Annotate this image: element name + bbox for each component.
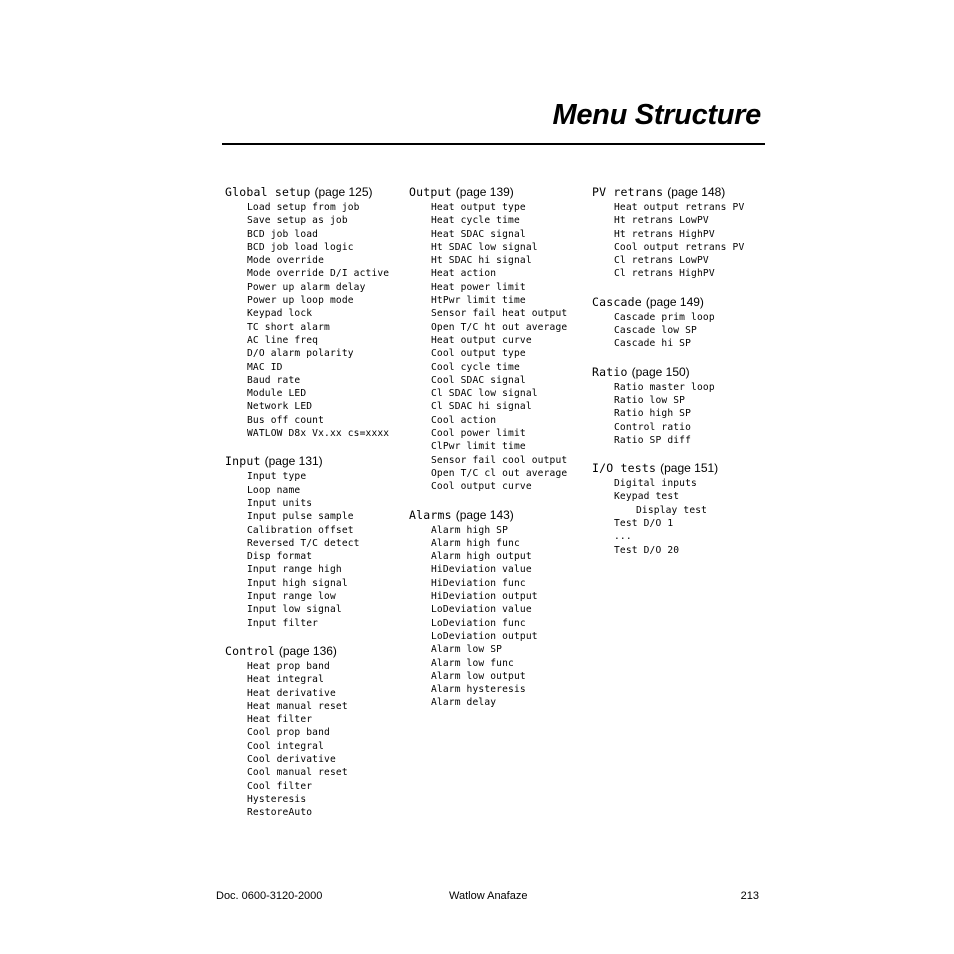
column-1 — [225, 183, 389, 819]
menu-item: Cool SDAC signal — [431, 374, 526, 386]
menu-item: Mode override D/I active — [247, 268, 390, 280]
menu-item: Cool output retrans PV — [614, 241, 745, 253]
menu-item: Cool manual reset — [247, 767, 348, 779]
section-title: Output — [409, 185, 452, 199]
section-page-ref: (page 149) — [645, 294, 704, 309]
menu-item: Power up alarm delay — [247, 281, 366, 293]
menu-item: Keypad test — [614, 491, 680, 503]
section-output — [409, 183, 567, 494]
column-3 — [592, 183, 744, 557]
section-title: I/O tests — [592, 461, 657, 476]
menu-item: Keypad lock — [247, 308, 313, 320]
menu-item: Ratio master loop — [614, 381, 715, 393]
menu-item: Alarm low func — [431, 657, 514, 669]
menu-item: Baud rate — [247, 374, 301, 386]
menu-item: Cool output curve — [431, 481, 532, 493]
menu-item: Cascade low SP — [614, 325, 697, 337]
menu-item: Ratio low SP — [614, 394, 686, 406]
footer-page-number: 213 — [740, 890, 759, 902]
menu-item: BCD job load logic — [247, 241, 354, 253]
menu-item: Input filter — [247, 617, 319, 629]
menu-item: LoDeviation value — [431, 604, 532, 616]
menu-item: ClPwr limit time — [431, 441, 526, 453]
section-page-ref: (page 131) — [264, 454, 323, 469]
menu-item: Cool prop band — [247, 727, 330, 739]
menu-item: Hysteresis — [247, 793, 307, 805]
menu-item: Module LED — [247, 388, 307, 400]
section-page-ref: (page 139) — [455, 185, 514, 199]
menu-item: Ht SDAC hi signal — [431, 255, 532, 267]
menu-item: Heat cycle time — [431, 215, 520, 227]
menu-item: Ht retrans LowPV — [614, 215, 709, 227]
section-title: Control — [225, 643, 275, 658]
menu-item: Alarm hysteresis — [431, 684, 526, 696]
menu-item: Input units — [247, 497, 313, 509]
menu-item: Test D/O 20 — [614, 544, 680, 556]
section-title: Input — [225, 454, 261, 469]
menu-list — [225, 201, 389, 440]
menu-item: Heat SDAC signal — [431, 228, 526, 240]
menu-item: Input high signal — [247, 577, 348, 589]
menu-item: Heat derivative — [247, 687, 336, 699]
title-rule — [222, 143, 765, 145]
menu-item: Heat manual reset — [247, 700, 348, 712]
menu-item: Bus off count — [247, 414, 325, 426]
menu-list — [592, 311, 744, 351]
menu-list — [225, 660, 389, 820]
menu-item: Cascade prim loop — [614, 311, 715, 323]
section-title: Alarms — [409, 507, 452, 522]
menu-item: Ht SDAC low signal — [431, 241, 538, 253]
menu-item: Loop name — [247, 484, 301, 496]
menu-item: HiDeviation value — [431, 564, 532, 576]
menu-item: Heat action — [431, 268, 497, 280]
section-title: Ratio — [592, 364, 628, 379]
menu-item: Save setup as job — [247, 215, 348, 227]
section-title: Global setup — [225, 185, 311, 199]
menu-item: Sensor fail heat output — [431, 308, 568, 320]
menu-item: LoDeviation output — [431, 630, 538, 642]
section-page-ref: (page 143) — [455, 507, 514, 522]
menu-item: Cool derivative — [247, 753, 336, 765]
menu-list — [592, 477, 744, 557]
menu-item: Heat output retrans PV — [614, 202, 745, 213]
menu-item: Input range low — [247, 591, 336, 603]
menu-item: Heat power limit — [431, 281, 526, 293]
footer-publisher: Watlow Anafaze — [449, 890, 528, 902]
menu-item: LoDeviation func — [431, 617, 526, 629]
menu-item: Input range high — [247, 564, 342, 576]
menu-item: RestoreAuto — [247, 807, 313, 819]
section-alarms — [409, 506, 567, 710]
footer-doc-number: Doc. 0600-3120-2000 — [216, 890, 323, 902]
menu-item: TC short alarm — [247, 321, 330, 333]
menu-item: BCD job load — [247, 228, 319, 240]
menu-item: Test D/O 1 — [614, 518, 674, 530]
section-input — [225, 452, 389, 630]
menu-item: Cool output type — [431, 348, 526, 360]
menu-item: Control ratio — [614, 421, 692, 433]
section-title: Cascade — [592, 294, 642, 309]
menu-item: Alarm high func — [431, 537, 520, 549]
menu-list — [409, 201, 567, 494]
section-control — [225, 642, 389, 820]
menu-item: Alarm low output — [431, 670, 526, 682]
menu-item: AC line freq — [247, 334, 319, 346]
menu-item: Digital inputs — [614, 478, 697, 490]
section-cascade — [592, 293, 744, 351]
menu-item: Cl retrans HighPV — [614, 268, 715, 280]
menu-item: HiDeviation func — [431, 577, 526, 589]
menu-item: Heat output curve — [431, 334, 532, 346]
menu-item: HiDeviation output — [431, 591, 538, 603]
menu-item: Alarm high output — [431, 551, 532, 563]
menu-item: Heat output type — [431, 202, 526, 213]
menu-item: Sensor fail cool output — [431, 454, 568, 466]
menu-item: Load setup from job — [247, 202, 360, 213]
menu-item: Power up loop mode — [247, 295, 354, 307]
menu-item: Disp format — [247, 551, 313, 563]
section-title: PV retrans — [592, 185, 664, 199]
menu-item: Cool action — [431, 414, 497, 426]
menu-item: Reversed T/C detect — [247, 537, 360, 549]
menu-item: Cool power limit — [431, 428, 526, 440]
menu-item: Ht retrans HighPV — [614, 228, 715, 240]
menu-list — [592, 201, 744, 281]
column-2 — [409, 183, 567, 710]
section-pv-retrans — [592, 183, 744, 281]
menu-item: Calibration offset — [247, 524, 354, 536]
menu-item-ellipsis: ... — [614, 531, 632, 543]
menu-item: Network LED — [247, 401, 313, 413]
section-page-ref: (page 151) — [660, 461, 719, 476]
menu-item: Alarm low SP — [431, 644, 503, 656]
page-title: Menu Structure — [552, 99, 761, 131]
menu-item: HtPwr limit time — [431, 295, 526, 307]
menu-item: Cool integral — [247, 740, 325, 752]
menu-item: Cool cycle time — [431, 361, 520, 373]
menu-item: Input low signal — [247, 604, 342, 616]
menu-item: Cl retrans LowPV — [614, 255, 709, 267]
menu-item: Alarm delay — [431, 697, 497, 709]
menu-subitem: Display test — [636, 504, 708, 516]
menu-item: Heat integral — [247, 674, 325, 686]
section-global-setup — [225, 183, 389, 440]
menu-item: D/O alarm polarity — [247, 348, 354, 360]
menu-list — [409, 524, 567, 710]
menu-item: Input pulse sample — [247, 511, 354, 523]
menu-item: MAC ID — [247, 361, 283, 373]
section-page-ref: (page 150) — [631, 364, 690, 379]
menu-item: Cl SDAC hi signal — [431, 401, 532, 413]
menu-item: WATLOW D8x Vx.xx cs=xxxx — [247, 428, 390, 440]
menu-item: Cool filter — [247, 780, 313, 792]
menu-item: Alarm high SP — [431, 524, 509, 536]
menu-item: Input type — [247, 471, 307, 483]
menu-item: Cascade hi SP — [614, 338, 692, 350]
menu-list — [225, 470, 389, 630]
menu-item: Mode override — [247, 255, 325, 267]
menu-item: Heat prop band — [247, 660, 330, 672]
section-page-ref: (page 136) — [278, 643, 337, 658]
section-io-tests — [592, 459, 744, 557]
menu-item: Heat filter — [247, 714, 313, 726]
menu-item: Ratio SP diff — [614, 434, 692, 446]
section-page-ref: (page 125) — [314, 185, 373, 199]
menu-item: Open T/C ht out average — [431, 321, 568, 333]
section-ratio — [592, 363, 744, 447]
menu-item: Cl SDAC low signal — [431, 388, 538, 400]
menu-item: Ratio high SP — [614, 408, 692, 420]
menu-item: Open T/C cl out average — [431, 467, 568, 479]
menu-list — [592, 381, 744, 447]
section-page-ref: (page 148) — [667, 185, 726, 199]
